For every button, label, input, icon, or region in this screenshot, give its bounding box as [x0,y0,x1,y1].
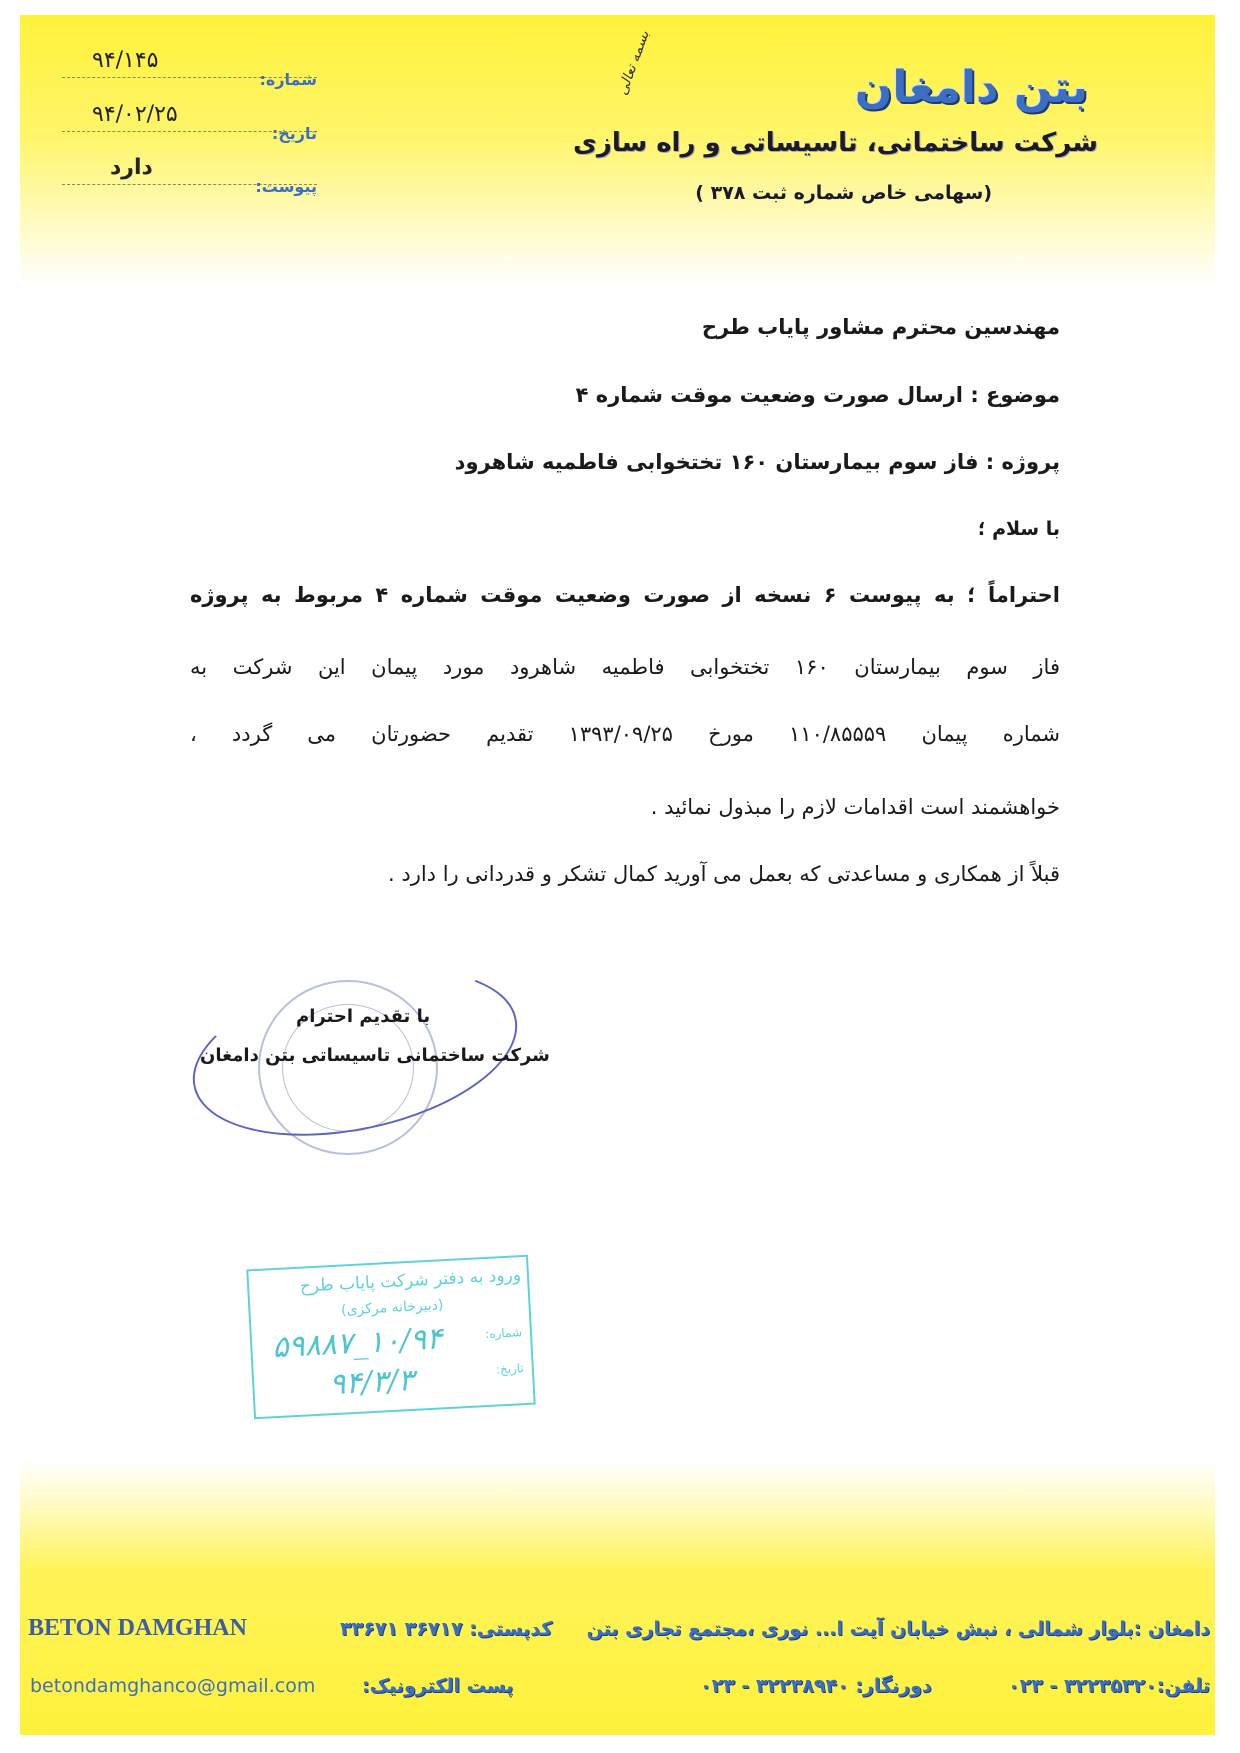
invocation: بسمه تعالی [614,28,653,98]
letter-date-label: تاریخ: [271,124,317,143]
thanks-line: قبلاً از همکاری و مساعدتی که بعمل می آورید کمال تشکر و قدردانی را دارد . [388,862,1060,886]
recipient: مهندسین محترم مشاور پایاب طرح [701,315,1060,339]
request-line: خواهشمند است اقدامات لازم را مبذول نمائید . [650,795,1060,819]
attachment-value: دارد [110,155,153,180]
footer-brand: BETON DAMGHAN [28,1615,247,1641]
footer-address: دامغان :بلوار شمالی ، نبش خیابان آیت ا... نوری ،مجتمع تجاری بتن [586,1618,1210,1640]
greeting: با سلام ؛ [977,518,1060,540]
receipt-number-value: ۱۰/۹۴_۵۹۸۸۷ [271,1321,444,1366]
signature-closing: با تقدیم احترام [296,1006,431,1027]
receipt-number-label: شماره: [484,1325,523,1342]
company-description: شرکت ساختمانی، تاسیساتی و راه سازی [573,128,1098,158]
paragraph-line: احتراماً ؛ به پیوست ۶ نسخه از صورت وضعیت موقت شماره ۴ مربوط به پروژه [190,583,1061,607]
receipt-stamp [246,1255,535,1420]
receipt-date-value: ۹۴/۳/۳ [328,1362,415,1403]
letter-date-field [62,92,317,143]
company-logo: بتن دامغان [854,62,1088,113]
letter-number-label: شماره: [259,70,317,89]
attachment-field [62,145,317,196]
letter-number-value: ۹۴/۱۴۵ [92,48,159,73]
footer-postal-code: کدپستی: ۳۶۷۱۷ ۳۳۶۷۱ [340,1618,553,1640]
letter-number-field [62,38,317,89]
paragraph-line: فاز سوم بیمارستان ۱۶۰ تختخوابی فاطمیه شاهرود مورد پیمان این شرکت به [190,655,1060,679]
receipt-stamp-subtitle: (دبیرخانه مرکزی) [340,1297,444,1319]
footer-email-label: پست الکترونیک: [362,1675,514,1697]
paragraph-line: شماره پیمان ۱۱۰/۸۵۵۵۹ مورخ ۱۳۹۳/۰۹/۲۵ تقدیم حضورتان می گردد ، [190,722,1060,746]
footer-email[interactable]: betondamghanco@gmail.com [30,1675,316,1697]
subject: موضوع : ارسال صورت وضعیت موقت شماره ۴ [575,383,1060,407]
letter-date-value: ۹۴/۰۲/۲۵ [92,102,178,127]
receipt-stamp-title: ورود به دفتر شرکت پایاب طرح [299,1265,522,1297]
footer-phone: تلفن:۳۲۲۳۵۳۲۰ - ۰۲۳ [1008,1675,1210,1697]
signature-company: شرکت ساختمانی تاسیساتی بتن دامغان [200,1045,550,1066]
project: پروژه : فاز سوم بیمارستان ۱۶۰ تختخوابی فاطمیه شاهرود [454,450,1060,474]
footer-fax: دورنگار: ۳۲۲۳۸۹۴۰ - ۰۲۳ [700,1675,932,1697]
registration-number: (سهامی خاص شماره ثبت ۳۷۸ ) [695,182,992,204]
receipt-date-label: تاریخ: [495,1361,525,1377]
attachment-label: پیوست: [255,177,317,196]
